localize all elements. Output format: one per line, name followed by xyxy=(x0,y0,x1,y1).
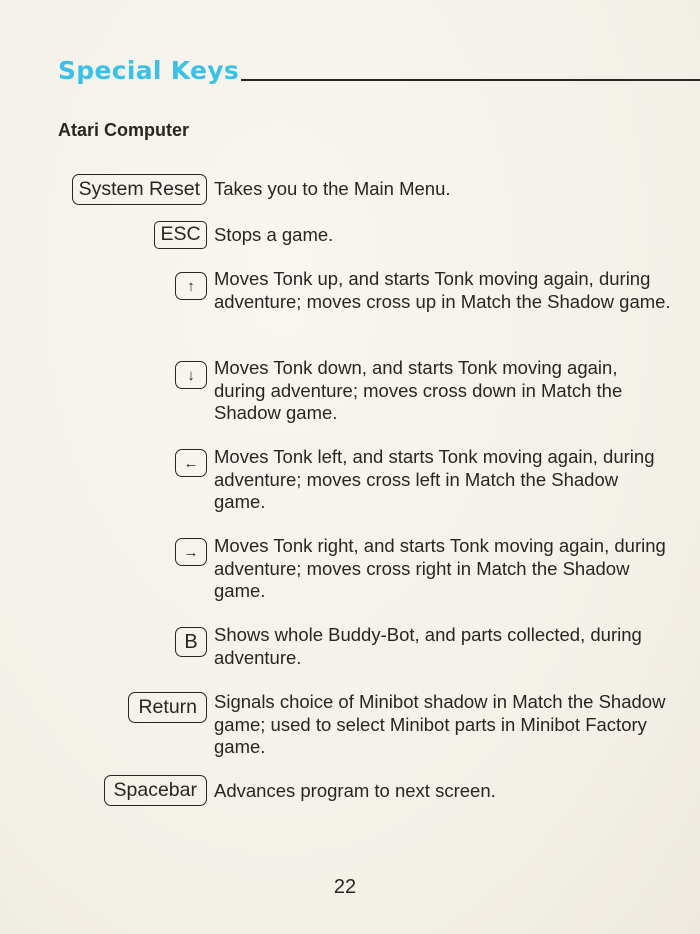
section-header xyxy=(58,56,700,85)
right-arrow-description: Moves Tonk right, and starts Tonk moving again, during adventure; moves cross right in Match the Shadow game. xyxy=(214,535,666,601)
up-arrow-description: Moves Tonk up, and starts Tonk moving again, during adventure; moves cross up in Match the Shadow game. xyxy=(214,268,671,312)
down-arrow-description: Moves Tonk down, and starts Tonk moving again, during adventure; moves cross down in Match the Shadow game. xyxy=(214,357,623,423)
spacebar-description: Advances program to next screen. xyxy=(214,780,496,801)
esc-key: ESC xyxy=(154,221,207,249)
page-number: 22 xyxy=(333,876,357,898)
esc-description: Stops a game. xyxy=(214,224,334,245)
system-reset-description: Takes you to the Main Menu. xyxy=(214,178,451,199)
spacebar-key: Spacebar xyxy=(104,775,207,806)
b-key: B xyxy=(175,627,207,657)
left-arrow-description: Moves Tonk left, and starts Tonk moving again, during adventure; moves cross left in Match the Shadow game. xyxy=(214,446,655,512)
system-reset-key: System Reset xyxy=(72,174,207,205)
title-rule xyxy=(241,79,700,81)
right-arrow-key-icon: → xyxy=(175,538,207,566)
up-arrow-key-icon: ↑ xyxy=(175,272,207,300)
down-arrow-key-icon: ↓ xyxy=(175,361,207,389)
return-key: Return xyxy=(128,692,207,723)
left-arrow-key-icon: ← xyxy=(175,449,207,477)
subheading: Atari Computer xyxy=(58,120,190,140)
return-description: Signals choice of Minibot shadow in Match the Shadow game; used to select Minibot parts in Minibot Factory game. xyxy=(214,691,666,757)
b-description: Shows whole Buddy-Bot, and parts collected, during adventure. xyxy=(214,624,642,668)
section-title: Special Keys xyxy=(58,56,240,85)
